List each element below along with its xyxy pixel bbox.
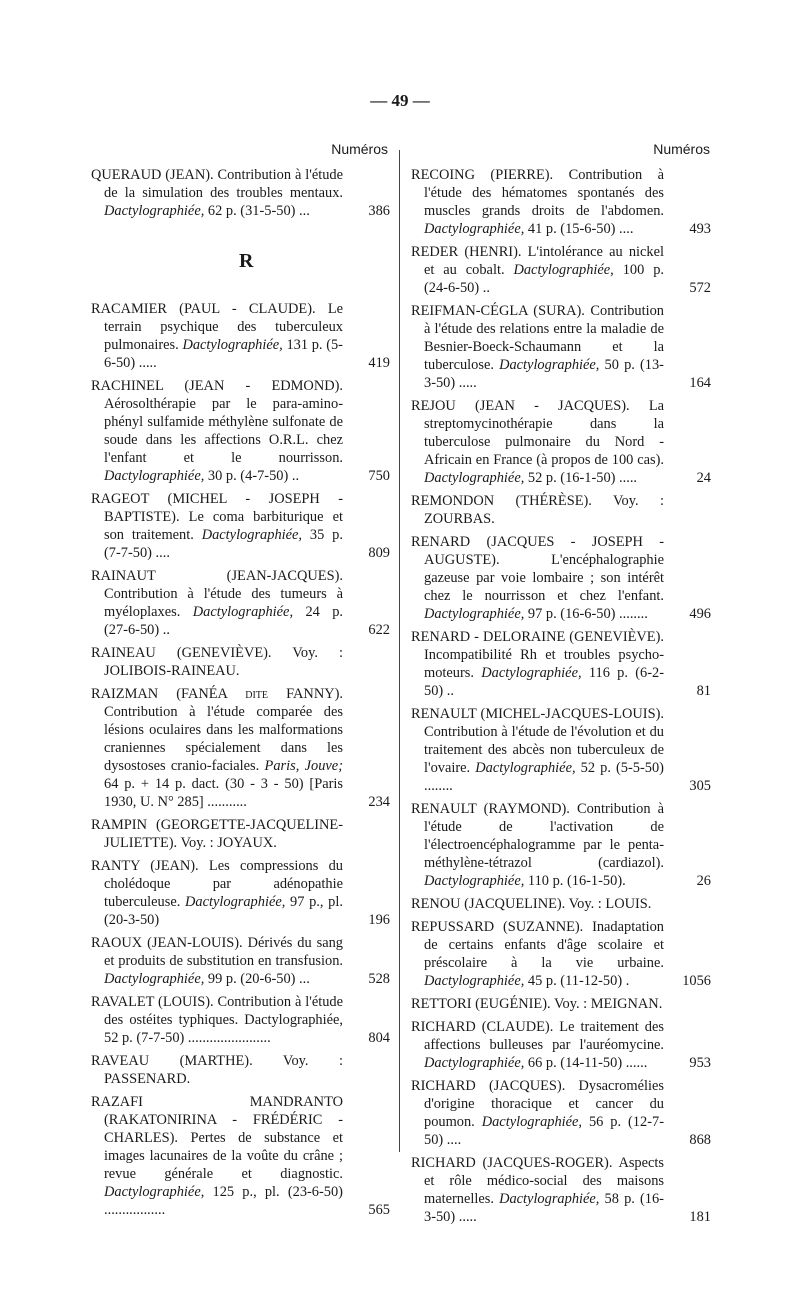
bibliography-entry — [91, 300, 390, 372]
entry-series: Dactylographiée, — [481, 1114, 583, 1130]
entry-number: 622 — [368, 622, 390, 638]
entry-number: 81 — [696, 683, 711, 699]
entry-details: 100 p. (24-6-50) .. — [424, 262, 664, 296]
author-name: RICHARD (JACQUES). — [411, 1078, 566, 1094]
entry-text — [91, 857, 343, 929]
entry-text — [411, 1154, 664, 1226]
author-name: RAVEAU (MARTHE). — [91, 1053, 253, 1069]
entry-title: Contribution à l'étude des relations entre la maladie de Besnier-Boeck-Schaumann et la tuberculose. — [424, 303, 664, 373]
author-name: RENAULT (MICHEL-JACQUES-LOUIS). — [411, 706, 664, 722]
bibliography-entry — [91, 377, 390, 485]
entry-title: Contribution à l'étude de la simulation des troubles mentaux. — [104, 167, 343, 201]
entry-title: Contribution à l'étude de l'évolution et du traitement des abcès non tuberculeux de l'ovaire. — [424, 724, 664, 776]
entry-series: Dactylographiée, — [185, 894, 286, 910]
entry-number: 234 — [368, 794, 390, 810]
entry-text — [91, 490, 343, 562]
author-name: REIFMAN-CÉGLA (SURA). — [411, 303, 585, 319]
bibliography-entry — [91, 1052, 390, 1088]
bibliography-entry — [91, 567, 390, 639]
author-name: RAOUX (JEAN-LOUIS). — [91, 935, 243, 951]
entry-number: 953 — [689, 1055, 711, 1071]
left-column — [91, 166, 390, 1224]
author-name: REDER (HENRI). — [411, 244, 522, 260]
entry-series: Dactylographiée, — [182, 337, 283, 353]
entry-title: Contribution à l'étude des hématomes spontanés des muscles grands droits de l'abdomen. — [424, 167, 664, 219]
entry-details: 99 p. (20-6-50) ... — [207, 971, 310, 987]
bibliography-entry — [411, 492, 711, 528]
bibliography-entry — [411, 895, 711, 913]
entry-text — [411, 302, 664, 392]
bibliography-entry — [91, 993, 390, 1047]
column-divider — [399, 150, 400, 1152]
entry-details: 125 p., pl. (23-6-50) ................. — [104, 1184, 343, 1218]
author-name: RENARD (JACQUES - JOSEPH - AUGUSTE). — [411, 534, 664, 568]
author-name: RENARD - DELORAINE (GENEVIÈVE). — [411, 629, 664, 645]
entry-text — [91, 816, 343, 852]
entry-title: Incompatibilité Rh et troubles psycho-moteurs. — [424, 647, 664, 681]
right-column — [411, 166, 711, 1231]
entry-series: Dactylographiée, — [513, 262, 614, 278]
entry-text — [91, 644, 343, 680]
entry-number: 419 — [368, 355, 390, 371]
entry-text — [411, 243, 664, 297]
entry-series: Dactylographiée, — [499, 357, 600, 373]
author-name: REPUSSARD (SUZANNE). — [411, 919, 584, 935]
entry-details: 41 p. (15-6-50) .... — [527, 221, 634, 237]
author-name: RAINEAU (GENEVIÈVE). — [91, 645, 272, 661]
entry-title: Contribution à l'étude des ostéites typhiques. Dactylographiée, 52 p. (7-7-50) ....................... — [104, 994, 343, 1046]
bibliography-entry — [411, 533, 711, 623]
author-name: REJOU (JEAN - JACQUES). — [411, 398, 630, 414]
entry-title: Voy. : PASSENARD. — [104, 1053, 344, 1087]
entry-text — [91, 934, 343, 988]
bibliography-entry — [411, 397, 711, 487]
entry-number: 572 — [689, 280, 711, 296]
entry-details: 64 p. + 14 p. dact. (30 - 3 - 50) [Paris 1930, U. N° 285] ........... — [104, 776, 343, 810]
entry-text — [91, 1052, 343, 1088]
column-header-right: Numéros — [653, 141, 710, 157]
entry-title: Aérosolthérapie par le para-amino-phényl sulfamide méthylène sulfonate de soude dans les affections O.R.L. chez l'enfant et le nourrisson. — [104, 396, 343, 466]
entry-series: Dactylographiée, — [424, 873, 525, 889]
entry-text — [91, 567, 343, 639]
entry-text — [411, 1018, 664, 1072]
entry-number: 868 — [689, 1132, 711, 1148]
bibliography-entry — [411, 1154, 711, 1226]
entry-number: 809 — [368, 545, 390, 561]
entry-details: 24 p. (27-6-50) .. — [104, 604, 343, 638]
entry-title: L'encéphalographie gazeuse par voie lombaire ; son intérêt chez le nourrisson et chez l'enfant. — [424, 552, 664, 604]
entry-text — [411, 995, 664, 1013]
author-name: RAINAUT (JEAN-JACQUES). — [91, 568, 343, 584]
entry-details: 62 p. (31-5-50) ... — [207, 203, 310, 219]
bibliography-entry — [91, 934, 390, 988]
author-name: RAIZMAN (FANÉA dite FANNY). — [91, 686, 343, 702]
entry-title: Contribution à l'étude de l'activation de l'électroencéphalogramme par le penta-méthylène-tétrazol (cardiazol). — [424, 801, 664, 871]
entry-details: 131 p. (5-6-50) ..... — [104, 337, 343, 371]
bibliography-entry — [91, 816, 390, 852]
bibliography-entry — [91, 857, 390, 929]
entry-series: Dactylographiée, — [424, 606, 525, 622]
entry-series: Dactylographiée, — [481, 665, 582, 681]
entry-text — [411, 628, 664, 700]
entry-title: Voy. : LOUIS. — [568, 896, 652, 912]
entry-series: Dactylographiée, — [201, 527, 303, 543]
entry-details: 35 p. (7-7-50) .... — [104, 527, 343, 561]
bibliography-entry — [411, 1077, 711, 1149]
entry-text — [91, 685, 343, 811]
entry-details: 110 p. (16-1-50). — [527, 873, 626, 889]
entry-number: 164 — [689, 375, 711, 391]
entry-text — [411, 166, 664, 238]
author-name: RACAMIER (PAUL - CLAUDE). — [91, 301, 316, 317]
entry-title: Inadaptation de certains enfants d'âge scolaire et préscolaire à la vie urbaine. — [424, 919, 664, 971]
entry-number: 528 — [368, 971, 390, 987]
bibliography-entry — [91, 166, 390, 220]
entry-details: 116 p. (6-2-50) .. — [424, 665, 664, 699]
entry-details: 66 p. (14-11-50) ...... — [527, 1055, 648, 1071]
author-name: QUERAUD (JEAN). — [91, 167, 214, 183]
bibliography-entry — [411, 705, 711, 795]
entry-number: 750 — [368, 468, 390, 484]
entry-series: Paris, Jouve; — [264, 758, 343, 774]
author-name: RAVALET (LOUIS). — [91, 994, 214, 1010]
left-entries — [91, 300, 390, 1219]
author-name: RENAULT (RAYMOND). — [411, 801, 570, 817]
entry-text — [411, 800, 664, 890]
entry-number: 181 — [689, 1209, 711, 1225]
right-entries — [411, 166, 711, 1226]
entry-series: Dactylographiée, — [192, 604, 294, 620]
entry-title: La streptomycinothérapie dans la tuberculose pulmonaire du Nord - Africain en France (à propos de 100 cas). — [424, 398, 664, 468]
letter-heading: R — [239, 250, 254, 272]
entry-text — [91, 300, 343, 372]
entry-number: 26 — [696, 873, 711, 889]
entry-number: 804 — [368, 1030, 390, 1046]
entry-title: Pertes de substance et images lacunaires de la voûte du crâne ; revue générale et diagnostic. — [104, 1130, 343, 1182]
author-name: RECOING (PIERRE). — [411, 167, 554, 183]
entry-title: Le coma barbiturique et son traitement. — [104, 509, 343, 543]
author-name: RENOU (JACQUELINE). — [411, 896, 566, 912]
entry-number: 24 — [696, 470, 711, 486]
entry-text — [411, 533, 664, 623]
bibliography-entry — [411, 166, 711, 238]
entry-text — [411, 895, 664, 913]
entry-text — [91, 377, 343, 485]
entry-details: 56 p. (12-7-50) .... — [424, 1114, 664, 1148]
bibliography-entry — [411, 243, 711, 297]
page-number: — 49 — — [370, 91, 430, 110]
entry-title: Voy. : JOLIBOIS-RAINEAU. — [104, 645, 343, 679]
entry-title: L'intolérance au nickel et au cobalt. — [424, 244, 664, 278]
entry-text — [91, 166, 343, 220]
entry-number: 496 — [689, 606, 711, 622]
entry-text — [411, 1077, 664, 1149]
entry-title: Contribution à l'étude comparée des lésions oculaires dans les malformations craniennes spécialement dans les dysostoses cranio-faciales. — [104, 704, 343, 774]
entry-number: 305 — [689, 778, 711, 794]
entry-text — [411, 705, 664, 795]
entry-text — [411, 918, 664, 990]
bibliography-entry — [411, 1018, 711, 1072]
author-name: RACHINEL (JEAN - EDMOND). — [91, 378, 343, 394]
entry-details: 30 p. (4-7-50) .. — [207, 468, 300, 484]
entry-text — [411, 492, 664, 528]
entry-title: Les compressions du cholédoque par adénopathie tuberculeuse. — [104, 858, 343, 910]
entry-title: Dysacromélies d'origine thoracique et cancer du poumon. — [424, 1078, 664, 1130]
entry-title: Le traitement des affections bulleuses par l'auréomycine. — [424, 1019, 664, 1053]
entry-number: 386 — [368, 203, 390, 219]
entry-text — [91, 1093, 343, 1219]
author-name: RICHARD (CLAUDE). — [411, 1019, 554, 1035]
bibliography-entry — [411, 628, 711, 700]
entry-text — [411, 397, 664, 487]
entry-title: Aspects et rôle médico-social des maisons maternelles. — [424, 1155, 664, 1207]
entry-number: 1056 — [682, 973, 711, 989]
entry-details: 45 p. (11-12-50) . — [527, 973, 630, 989]
entry-details: 97 p. (16-6-50) ........ — [527, 606, 648, 622]
entry-number: 565 — [368, 1202, 390, 1218]
entry-details: 58 p. (16-3-50) ..... — [424, 1191, 664, 1225]
bibliography-entry — [91, 685, 390, 811]
entry-number: 196 — [368, 912, 390, 928]
entry-series: Dactylographiée, — [104, 1184, 205, 1200]
entry-series: Dactylographiée, — [104, 468, 205, 484]
author-name: REMONDON (THÉRÈSE). — [411, 493, 592, 509]
bibliography-entry — [411, 995, 711, 1013]
entry-series: Dactylographiée, — [424, 1055, 525, 1071]
entry-title: Voy. : MEIGNAN. — [553, 996, 663, 1012]
bibliography-entry — [411, 918, 711, 990]
entry-title: Voy. : ZOURBAS. — [424, 493, 664, 527]
bibliography-entry — [91, 644, 390, 680]
entry-series: Dactylographiée, — [475, 760, 576, 776]
entry-title: Voy. : JOYAUX. — [180, 835, 277, 851]
entry-title: Contribution à l'étude des tumeurs à myéloplaxes. — [104, 586, 343, 620]
left-entries-before-heading — [91, 166, 390, 220]
entry-details: 52 p. (16-1-50) ..... — [527, 470, 638, 486]
entry-series: Dactylographiée, — [424, 470, 525, 486]
entry-details: 50 p. (13-3-50) ..... — [424, 357, 664, 391]
entry-series: Dactylographiée, — [424, 973, 525, 989]
author-name: RAGEOT (MICHEL - JOSEPH - BAPTISTE). — [91, 491, 343, 525]
entry-number: 493 — [689, 221, 711, 237]
author-name: RAMPIN (GEORGETTE-JACQUELINE-JULIETTE). — [91, 817, 343, 851]
entry-title: Le terrain psychique des tuberculeux pulmonaires. — [104, 301, 343, 353]
author-name: RANTY (JEAN). — [91, 858, 199, 874]
entry-series: Dactylographiée, — [104, 971, 205, 987]
entry-details: 97 p., pl. (20-3-50) — [104, 894, 343, 928]
bibliography-entry — [91, 490, 390, 562]
bibliography-entry — [411, 302, 711, 392]
entry-series: Dactylographiée, — [104, 203, 205, 219]
entry-series: Dactylographiée, — [499, 1191, 600, 1207]
entry-title: Dérivés du sang et produits de substitution en transfusion. — [104, 935, 343, 969]
bibliography-entry — [91, 1093, 390, 1219]
entry-details: 52 p. (5-5-50) ........ — [424, 760, 664, 794]
author-name: RICHARD (JACQUES-ROGER). — [411, 1155, 613, 1171]
column-header-left: Numéros — [331, 141, 388, 157]
entry-text — [91, 993, 343, 1047]
author-name: RETTORI (EUGÉNIE). — [411, 996, 551, 1012]
bibliography-entry — [411, 800, 711, 890]
author-name: RAZAFI MANDRANTO (RAKATONIRINA - FRÉDÉRIC - CHARLES). — [91, 1094, 343, 1146]
entry-series: Dactylographiée, — [424, 221, 525, 237]
